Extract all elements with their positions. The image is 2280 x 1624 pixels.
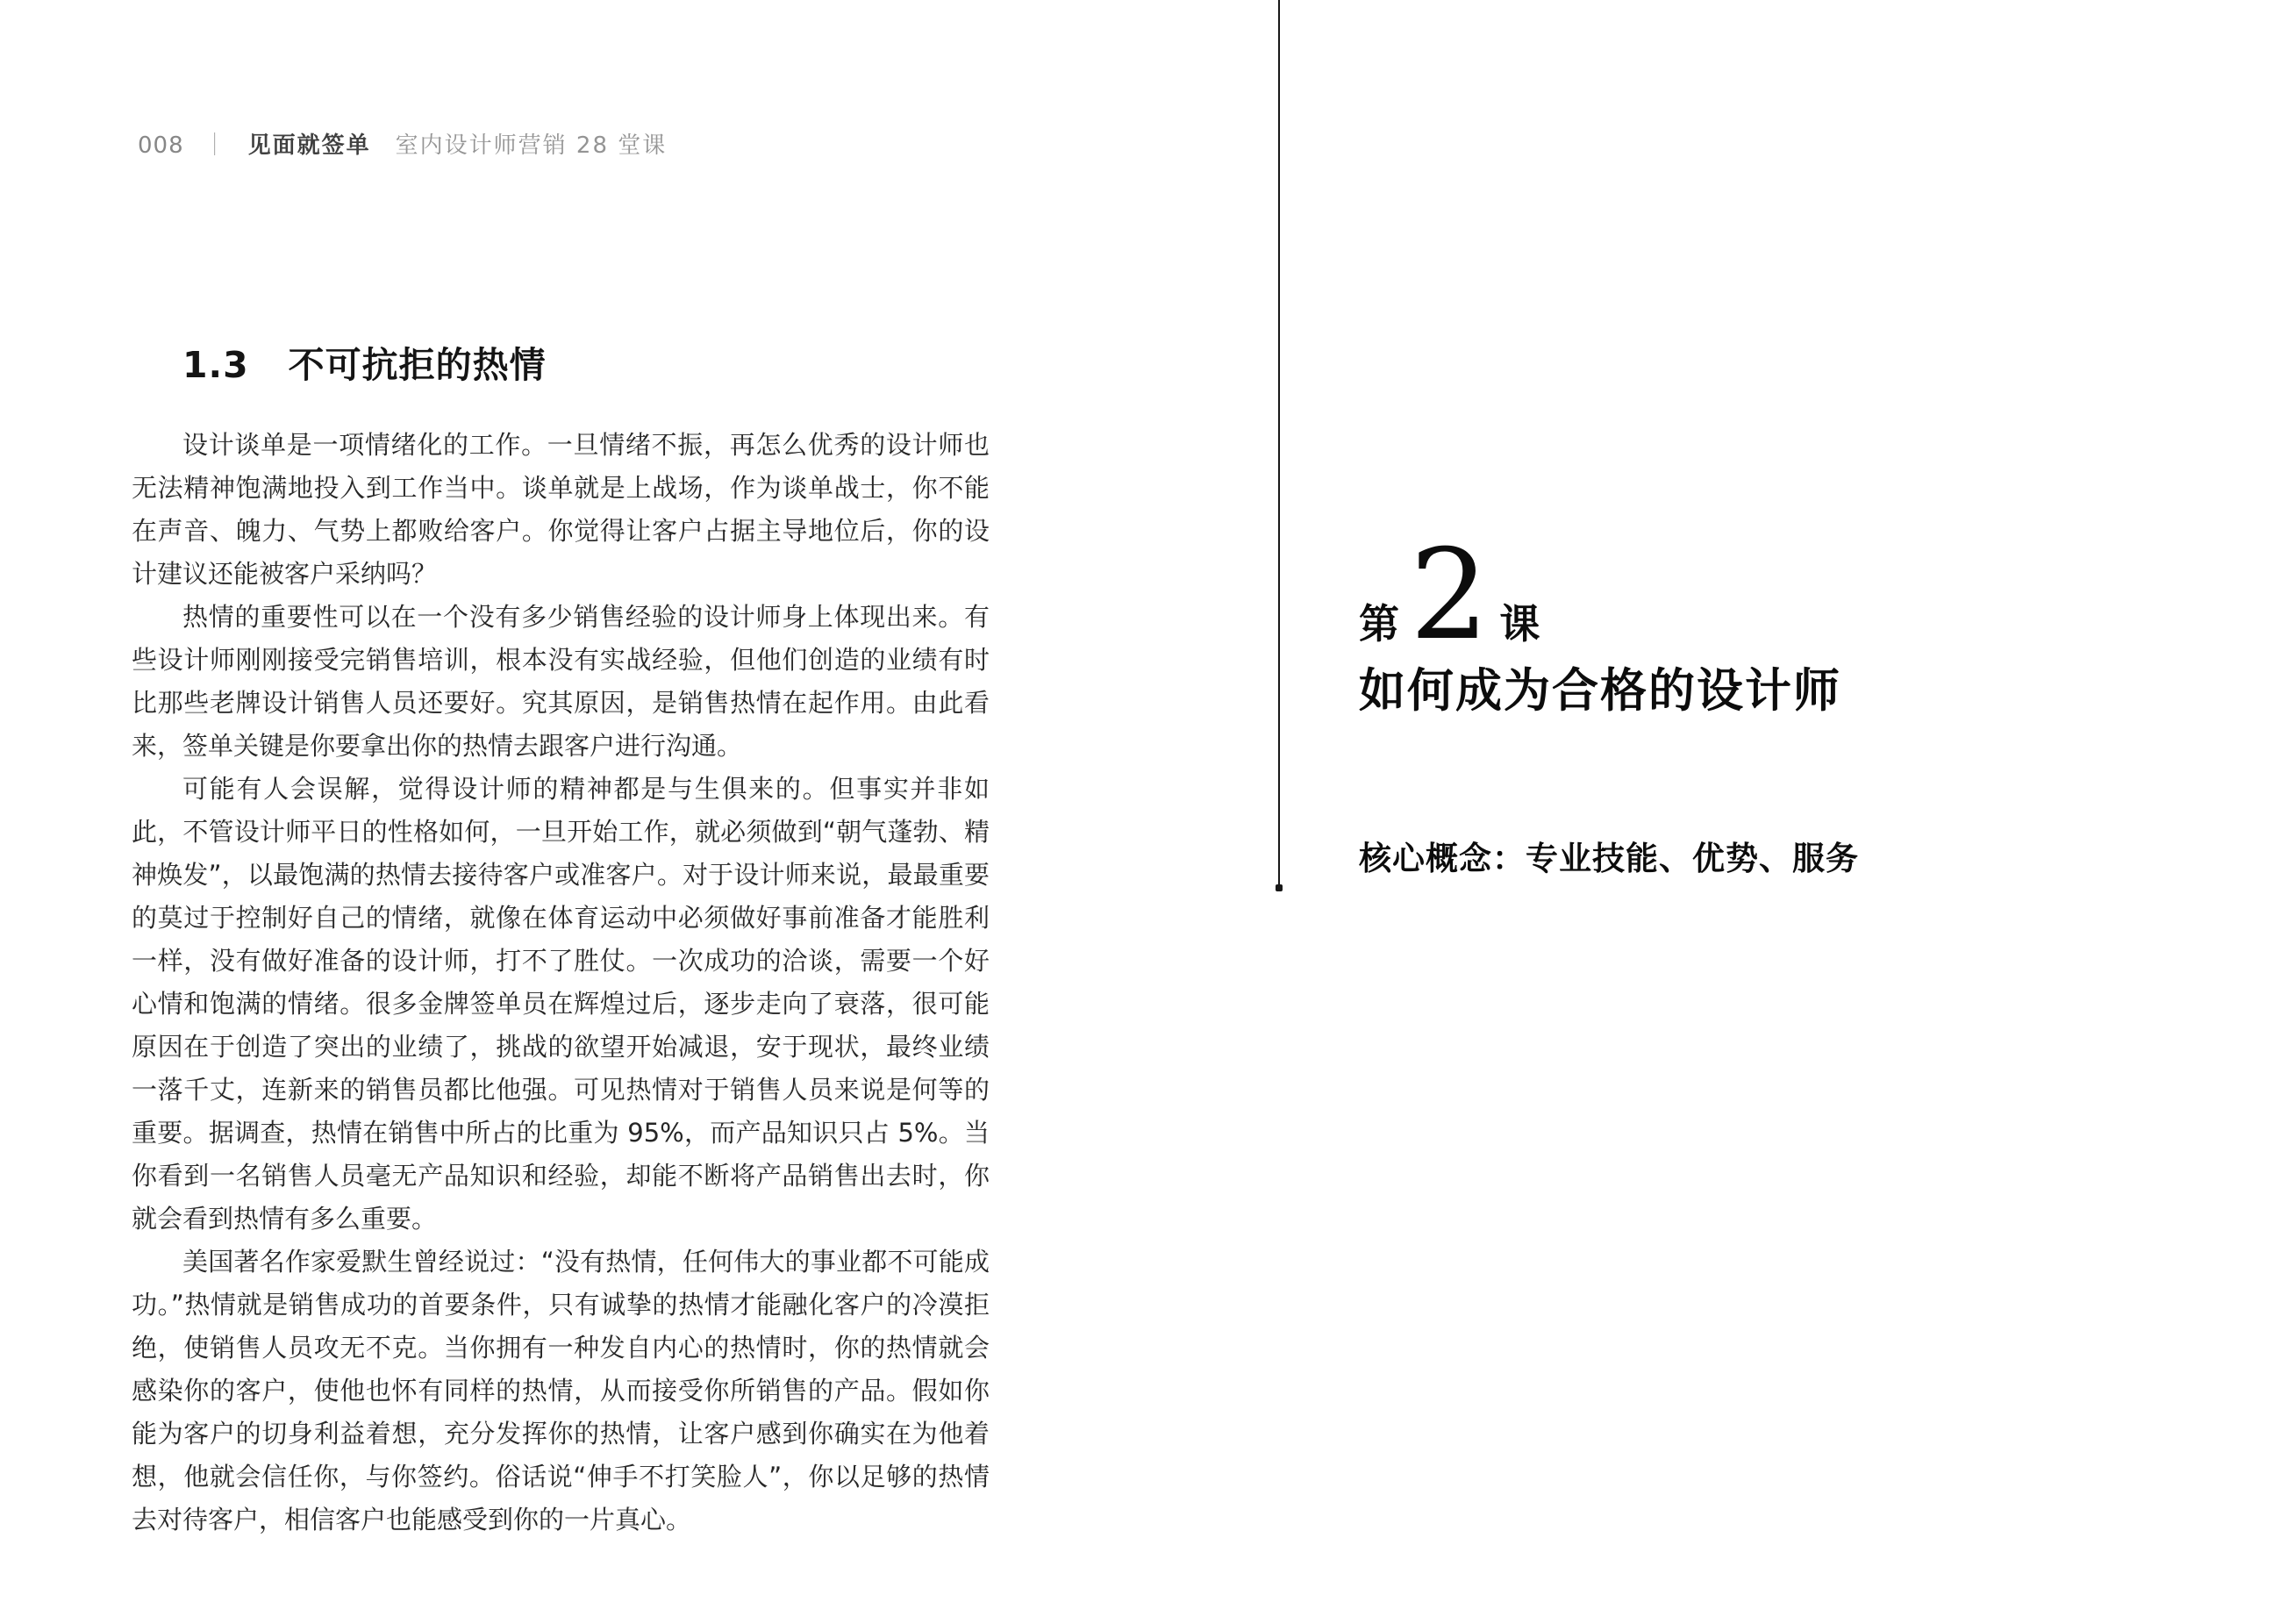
- chapter-suffix: 课: [1499, 600, 1540, 647]
- page-divider-end-dot: [1276, 884, 1283, 891]
- section-heading: [182, 336, 547, 388]
- chapter-heading: [1359, 523, 1540, 668]
- running-header: [138, 128, 667, 163]
- section-title: 不可抗拒的热情: [288, 344, 547, 386]
- page-divider-line: [1278, 0, 1280, 888]
- chapter-number: 2: [1410, 523, 1490, 668]
- chapter-prefix: 第: [1359, 600, 1399, 647]
- page-number: 008: [138, 132, 184, 159]
- book-title: 见面就签单: [247, 132, 371, 159]
- body-paragraph: 美国著名作家爱默生曾经说过：“没有热情，任何伟大的事业都不可能成功。”热情就是销售成功的首要条件，只有诚挚的热情才能融化客户的冷漠拒绝，使销售人员攻无不克。当你拥有一种发自内心的热情时，你的热情就会感染你的客户，使他也怀有同样的热情，从而接受你所销售的产品。假如你能为客户的切身利益着想，充分发挥你的热情，让客户感到你确实在为他着想，他就会信任你，与你签约。俗话说“伸手不打笑脸人”，你以足够的热情去对待客户，相信客户也能感受到你的一片真心。: [132, 1247, 990, 1535]
- header-separator: ｜: [203, 132, 227, 159]
- chapter-title: 如何成为合格的设计师: [1359, 663, 1841, 718]
- body-text: [132, 424, 990, 1542]
- core-concept-line: 核心概念：专业技能、优势、服务: [1359, 839, 1859, 877]
- section-number: 1.3: [182, 344, 249, 386]
- body-paragraph: 可能有人会误解，觉得设计师的精神都是与生俱来的。但事实并非如此，不管设计师平日的性格如何，一旦开始工作，就必须做到“朝气蓬勃、精神焕发”，以最饱满的热情去接待客户或准客户。对于设计师来说，最最重要的莫过于控制好自己的情绪，就像在体育运动中必须做好事前准备才能胜利一样，没有做好准备的设计师，打不了胜仗。一次成功的洽谈，需要一个好心情和饱满的情绪。很多金牌签单员在辉煌过后，逐步走向了衰落，很可能原因在于创造了突出的业绩了，挑战的欲望开始减退，安于现状，最终业绩一落千丈，连新来的销售员都比他强。可见热情对于销售人员来说是何等的重要。据调查，热情在销售中所占的比重为 95%，而产品知识只占 5%。当你看到一名销售人员毫无产品知识和经验，却能不断将产品销售出去时，你就会看到热情有多么重要。: [132, 774, 990, 1234]
- book-subtitle: 室内设计师营销 28 堂课: [395, 132, 668, 159]
- body-paragraph: 设计谈单是一项情绪化的工作。一旦情绪不振，再怎么优秀的设计师也无法精神饱满地投入到工作当中。谈单就是上战场，作为谈单战士，你不能在声音、魄力、气势上都败给客户。你觉得让客户占据主导地位后，你的设计建议还能被客户采纳吗？: [132, 430, 990, 589]
- body-paragraph: 热情的重要性可以在一个没有多少销售经验的设计师身上体现出来。有些设计师刚刚接受完销售培训，根本没有实战经验，但他们创造的业绩有时比那些老牌设计销售人员还要好。究其原因，是销售热情在起作用。由此看来，签单关键是你要拿出你的热情去跟客户进行沟通。: [132, 602, 990, 761]
